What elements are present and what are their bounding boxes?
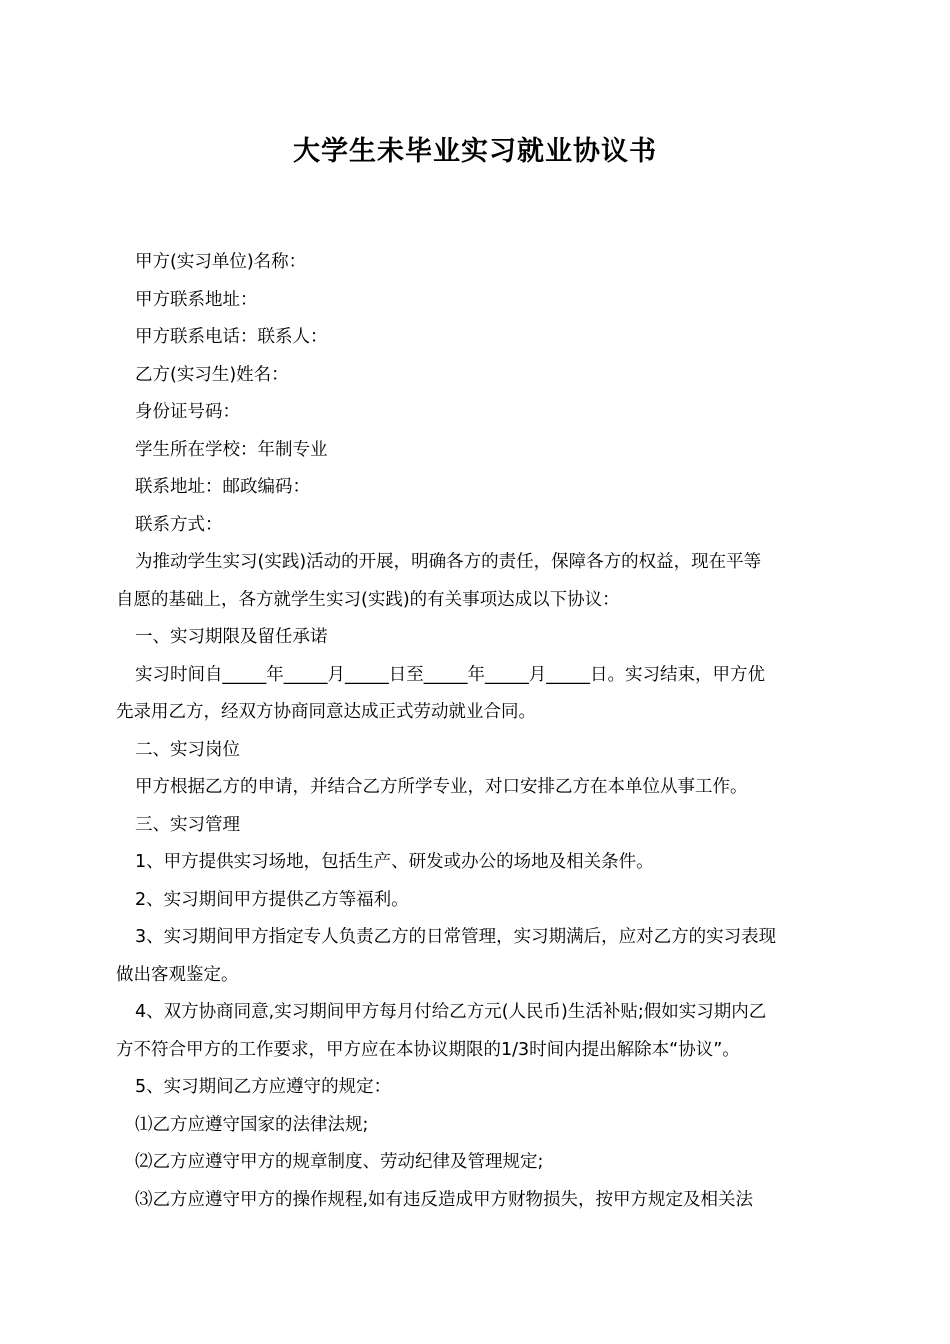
text-line: 二、实习岗位 [135, 739, 240, 760]
text-line: 三、实习管理 [135, 814, 240, 835]
text-line: 学生所在学校：年制专业 [135, 439, 328, 460]
text-line: 5、实习期间乙方应遵守的规定： [135, 1077, 392, 1097]
text-line: 方不符合甲方的工作要求，甲方应在本协议期限的1/3时间内提出解除本“协议”。 [116, 1039, 740, 1060]
text-line: 身份证号码： [135, 402, 240, 422]
text-line: 4、双方协商同意,实习期间甲方每月付给乙方元(人民币)生活补贴;假如实习期内乙 [135, 1002, 767, 1022]
text-line: 先录用乙方，经双方协商同意达成正式劳动就业合同。 [116, 702, 536, 722]
text-line: 甲方根据乙方的申请，并结合乙方所学专业，对口安排乙方在本单位从事工作。 [135, 777, 748, 797]
text-line: ⑴乙方应遵守国家的法律法规; [135, 1114, 369, 1135]
text-line: 做出客观鉴定。 [116, 964, 239, 985]
text-line: ⑶乙方应遵守甲方的操作规程,如有违反造成甲方财物损失，按甲方规定及相关法 [135, 1189, 754, 1210]
text-line: 自愿的基础上，各方就学生实习(实践)的有关事项达成以下协议： [116, 589, 620, 610]
text-line: 甲方联系地址： [135, 289, 258, 310]
document-body [116, 244, 836, 1219]
text-line: 实习时间自_____年_____月_____日至_____年_____月_____日。实习结束，甲方优 [135, 664, 765, 685]
text-line: 联系方式： [135, 514, 223, 535]
text-line: 甲方(实习单位)名称： [135, 252, 307, 272]
text-line: 联系地址：邮政编码： [135, 477, 310, 497]
text-line: 甲方联系电话：联系人： [135, 327, 328, 347]
text-line: 为推动学生实习(实践)活动的开展，明确各方的责任，保障各方的权益，现在平等 [135, 552, 762, 572]
text-line: 1、甲方提供实习场地，包括生产、研发或办公的场地及相关条件。 [135, 852, 654, 872]
text-line: 2、实习期间甲方提供乙方等福利。 [135, 889, 409, 910]
document-title: 大学生未毕业实习就业协议书 [293, 136, 657, 167]
text-line: 一、实习期限及留任承诺 [135, 627, 328, 647]
text-line: 乙方(实习生)姓名： [135, 364, 289, 385]
text-line: 3、实习期间甲方指定专人负责乙方的日常管理，实习期满后，应对乙方的实习表现 [135, 927, 777, 947]
text-line: ⑵乙方应遵守甲方的规章制度、劳动纪律及管理规定; [135, 1152, 544, 1172]
